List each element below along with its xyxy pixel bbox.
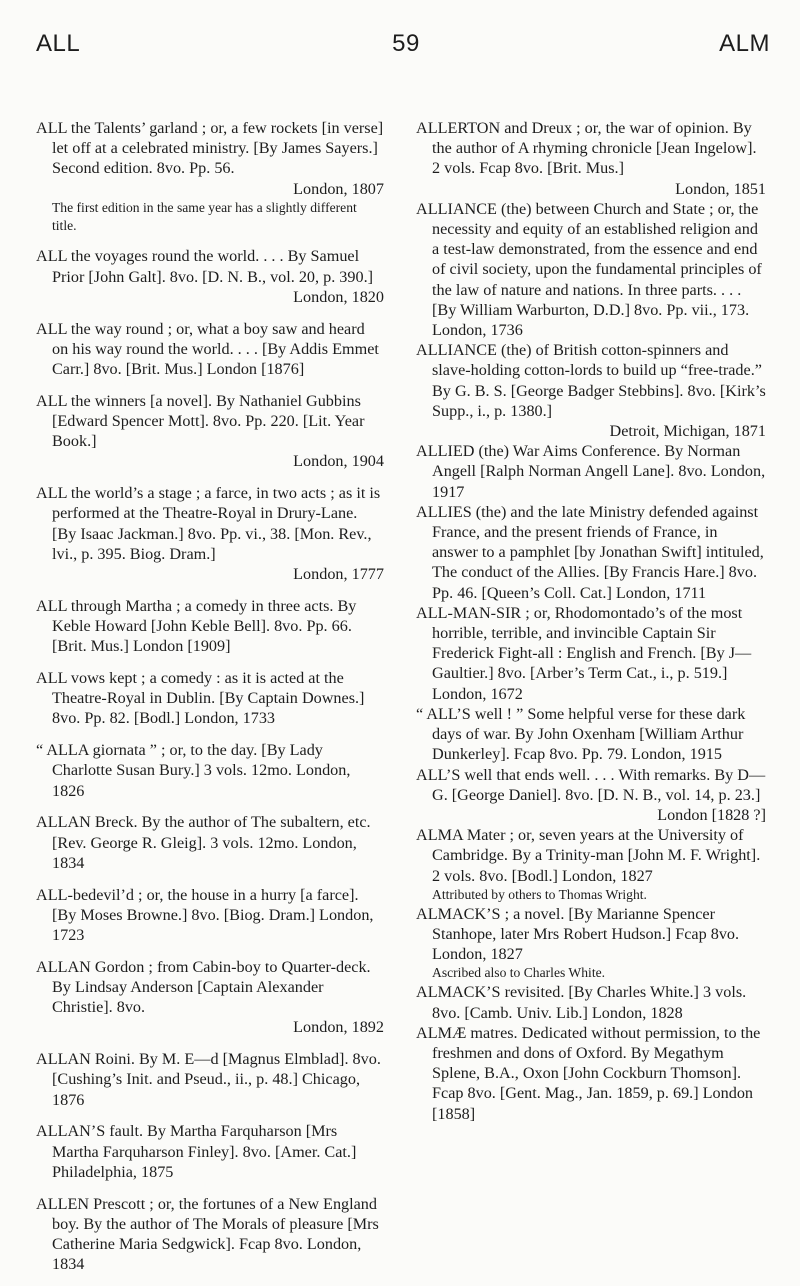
entry-text: ALLAN Breck. By the author of The subaltern, etc. [Rev. George R. Gleig]. 3 vols. 12mo. London, 1834 <box>36 813 371 872</box>
entry-text: ALL the way round ; or, what a boy saw and heard on his way round the world. . . . [By Addis Emmet Carr.] 8vo. [Brit. Mus.] London [1876] <box>36 319 379 379</box>
entry-imprint: London, 1892 <box>293 1018 384 1037</box>
entry-imprint: London [1828 ?] <box>657 805 766 824</box>
entry-text: ALL vows kept ; a comedy : as it is acted at the Theatre-Royal in Dublin. [By Captain Downes.] 8vo. Pp. 82. [Bodl.] London, 1733 <box>36 669 365 728</box>
entry-imprint: London, 1851 <box>675 179 766 198</box>
entry-imprint: Detroit, Michigan, 1871 <box>609 422 766 441</box>
entry <box>36 596 384 657</box>
entry-text: ALMÆ matres. Dedicated without permission, to the freshmen and dons of Oxford. By Megathym Splene, B.A., Oxon [John Cockburn Thomson]. Fcap 8vo. [Gent. Mag., Jan. 1859, p. 69.] London [1858] <box>416 1023 761 1123</box>
entry-imprint: London, 1904 <box>293 452 384 471</box>
entry-note: Attributed by others to Thomas Wright. <box>432 886 647 902</box>
entry-text: ALLIED (the) War Aims Conference. By Norman Angell [Ralph Norman Angell Lane]. 8vo. London, 1917 <box>416 442 766 501</box>
entry <box>36 668 384 729</box>
entry <box>36 319 384 380</box>
entry-note: Ascribed also to Charles White. <box>432 965 606 981</box>
entry <box>36 885 384 946</box>
entry <box>416 502 766 603</box>
entry <box>416 441 766 502</box>
entry <box>416 825 766 904</box>
entry-text: ALLAN Roini. By M. E—d [Magnus Elmblad]. 8vo. [Cushing’s Init. and Pseud., ii., p. 48.] Chicago, 1876 <box>36 1050 381 1109</box>
entry <box>36 812 384 873</box>
entry-text: ALMACK’S ; a novel. [By Marianne Spencer Stanhope, later Mrs Robert Hudson.] Fcap 8vo. London, 1827 <box>416 904 740 964</box>
entry-text: ALMACK’S revisited. [By Charles White.] 3 vols. 8vo. [Camb. Univ. Lib.] London, 1828 <box>416 983 747 1022</box>
entry <box>416 982 766 1022</box>
entry <box>36 740 384 801</box>
entry-text: ALL-bedevil’d ; or, the house in a hurry [a farce]. [By Moses Browne.] 8vo. [Biog. Dram.] London, 1723 <box>36 885 374 945</box>
entry-text: ALLIES (the) and the late Ministry defended against France, and the present friends of France, in answer to a pamphlet [by Jonathan Swift] intituled, The conduct of the Allies. [By Francis Hare.] 8vo. Pp. 46. [Queen’s Coll. Cat.] London, 1711 <box>416 502 764 602</box>
entry-text: ALLAN Gordon ; from Cabin-boy to Quarter-deck. By Lindsay Anderson [Captain Alexander Christie]. 8vo. <box>36 957 371 1017</box>
left-column <box>36 118 384 1286</box>
running-head-right: ALM <box>719 30 770 57</box>
entry-imprint: London, 1820 <box>293 287 384 306</box>
entry <box>36 391 384 472</box>
entry <box>416 704 766 765</box>
running-head-left: ALL <box>36 30 81 57</box>
entry-text: ALL’S well that ends well. . . . With remarks. By D—G. [George Daniel]. 8vo. [D. N. B., vol. 14, p. 23.] <box>416 765 766 804</box>
page-number: 59 <box>392 30 420 57</box>
entry <box>416 340 766 441</box>
entry-text: ALL the winners [a novel]. By Nathaniel Gubbins [Edward Spencer Mott]. 8vo. Pp. 220. [Lit. Year Book.] <box>36 391 365 451</box>
entry <box>36 483 384 584</box>
entry <box>416 1023 766 1124</box>
entry-text: “ ALLA giornata ” ; or, to the day. [By Lady Charlotte Susan Bury.] 3 vols. 12mo. London, 1826 <box>36 741 351 800</box>
entry-text: ALLAN’S fault. By Martha Farquharson [Mrs Martha Farquharson Finley]. 8vo. [Amer. Cat.] Philadelphia, 1875 <box>36 1122 357 1181</box>
entry-text: ALLEN Prescott ; or, the fortunes of a New England boy. By the author of The Morals of pleasure [Mrs Catherine Maria Sedgwick]. Fcap 8vo. London, 1834 <box>36 1194 379 1274</box>
entry-note: The first edition in the same year has a slightly different title. <box>52 199 357 233</box>
page-header <box>0 30 800 70</box>
entry <box>416 603 766 704</box>
entry <box>36 957 384 1038</box>
entry <box>416 118 766 199</box>
entry-text: ALLIANCE (the) between Church and State ; or, the necessity and equity of an established religion and a test-law demonstrated, from the essence and end of civil society, upon the fundamental principles of the law of nature and nations. In three parts. . . . [By William Warburton, D.D.] 8vo. Pp. vii., 173. London, 1736 <box>416 199 762 340</box>
entry-text: ALL the Talents’ garland ; or, a few rockets [in verse] let off at a celebrated ministry. [By James Sayers.] Second edition. 8vo. Pp. 56. <box>36 119 384 178</box>
right-column <box>416 118 766 1124</box>
entry <box>416 904 766 983</box>
entry-text: ALL through Martha ; a comedy in three acts. By Keble Howard [John Keble Bell]. 8vo. Pp. 66. [Brit. Mus.] London [1909] <box>36 596 357 656</box>
entry <box>36 1121 384 1182</box>
entry-text: ALL-MAN-SIR ; or, Rhodomontado’s of the most horrible, terrible, and invincible Captain Sir Frederick Fight-all : English and French. [By J— Gaultier.] 8vo. [Arber’s Term Cat., i., p. 519.] London, 1672 <box>416 603 752 703</box>
entry <box>416 765 766 826</box>
entry <box>416 199 766 340</box>
entry <box>36 1049 384 1110</box>
entry-text: ALL the voyages round the world. . . . By Samuel Prior [John Galt]. 8vo. [D. N. B., vol. 20, p. 390.] <box>36 247 374 286</box>
entry-text: ALLERTON and Dreux ; or, the war of opinion. By the author of A rhyming chronicle [Jean Ingelow]. 2 vols. Fcap 8vo. [Brit. Mus.] <box>416 119 757 178</box>
entry <box>36 1194 384 1275</box>
entry <box>36 118 384 235</box>
entry <box>36 246 384 307</box>
entry-text: “ ALL’S well ! ” Some helpful verse for these dark days of war. By John Oxenham [William Arthur Dunkerley]. Fcap 8vo. Pp. 79. London, 1915 <box>416 704 746 764</box>
entry-text: ALMA Mater ; or, seven years at the University of Cambridge. By a Trinity-man [John M. F. Wright]. 2 vols. 8vo. [Bodl.] London, 1827 <box>416 826 761 885</box>
entry-imprint: London, 1807 <box>293 179 384 198</box>
entry-text: ALL the world’s a stage ; a farce, in two acts ; as it is performed at the Theatre-Royal in Drury-Lane. [By Isaac Jackman.] 8vo. Pp. vi., 38. [Mon. Rev., lvi., p. 395. Biog. Dram.] <box>36 484 381 563</box>
entry-imprint: London, 1777 <box>293 565 384 584</box>
entry-text: ALLIANCE (the) of British cotton-spinners and slave-holding cotton-lords to build up “free-trade.” By G. B. S. [George Badger Stebbins]. 8vo. [Kirk’s Supp., i., p. 1380.] <box>416 341 766 420</box>
